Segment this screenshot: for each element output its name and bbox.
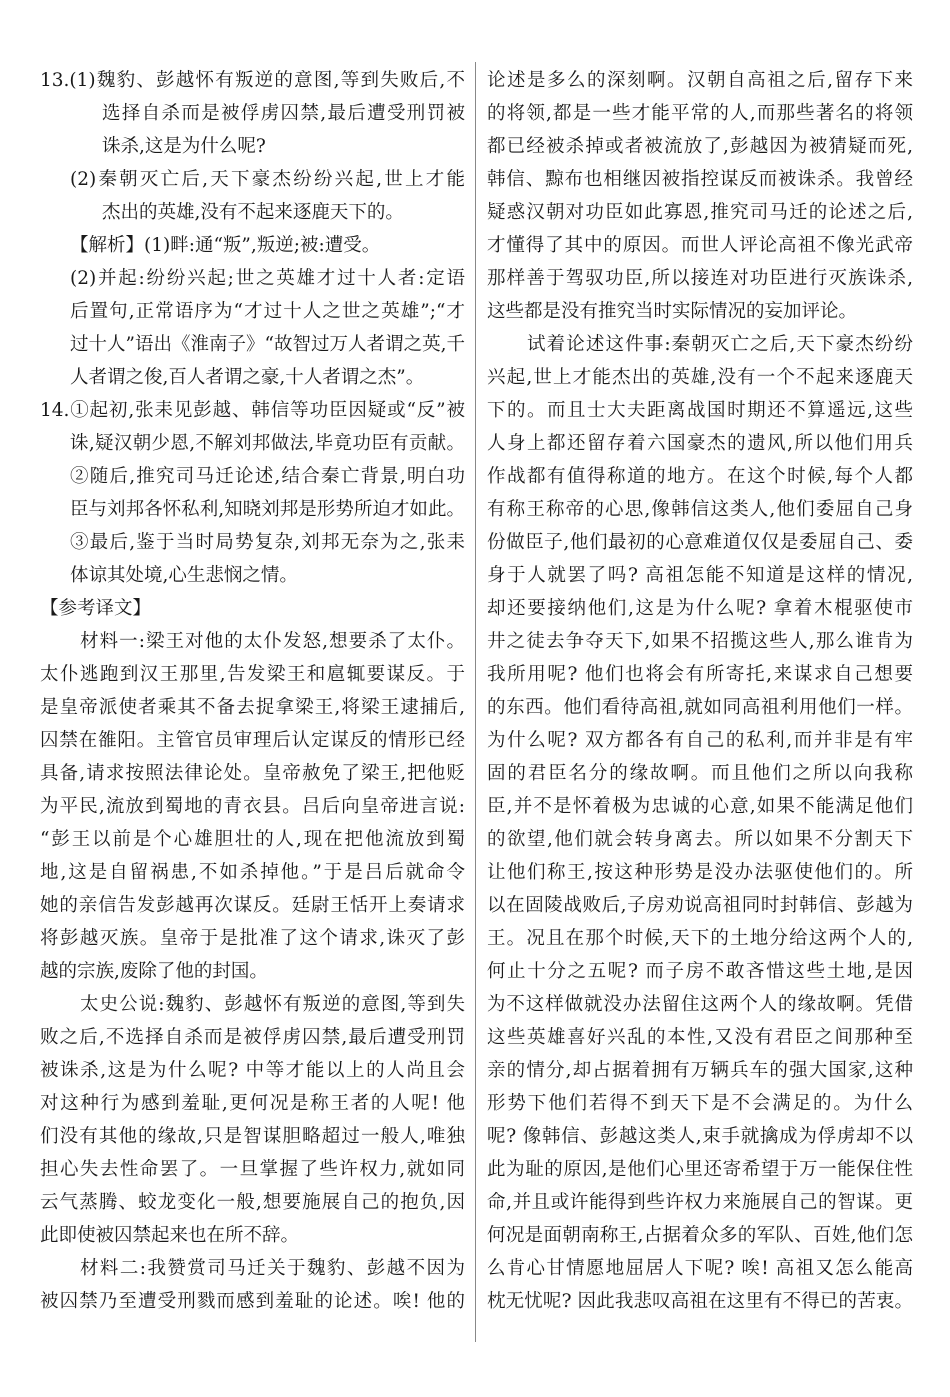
left-text-line: 对这种行为感到羞耻,更何况是称王者的人呢! 他 <box>40 1093 465 1114</box>
right-text-line: 人身上都还留存着六国豪杰的遗风,所以他们用兵 <box>487 433 913 454</box>
right-text-line: 的欲望,他们就会转身离去。所以如果不分割天下 <box>487 829 913 850</box>
right-text-line: 那样善于驾驭功臣,所以接连对功臣进行灭族诛杀, <box>487 268 913 289</box>
left-text-line: 人者谓之俊,百人者谓之豪,十人者谓之杰”。 <box>70 367 425 388</box>
left-text-line: 是皇帝派使者乘其不备去捉拿梁王,将梁王逮捕后, <box>40 697 465 718</box>
left-text-line: 担心失去性命罢了。一旦掌握了些许权力,就如同 <box>40 1159 465 1180</box>
left-text-line: (2)秦朝灭亡后,天下豪杰纷纷兴起,世上才能 <box>70 169 465 190</box>
right-text-line: 试着论述这件事:秦朝灭亡之后,天下豪杰纷纷 <box>527 334 913 355</box>
left-text-line: 囚禁在雒阳。主管官员审理后认定谋反的情形已经 <box>40 730 465 751</box>
left-text-line: 具备,请求按照法律论处。皇帝赦免了梁王,把他贬 <box>40 763 465 784</box>
left-text-line: 14.①起初,张耒见彭越、韩信等功臣因疑或“反”被 <box>40 400 465 421</box>
left-text-line: 材料一:梁王对他的太仆发怒,想要杀了太仆。 <box>80 631 465 652</box>
right-text-line: 作战都有值得称道的地方。在这个时候,每个人都 <box>487 466 913 487</box>
right-text-line: 却还要接纳他们,这是为什么呢? 拿着木棍驱使市 <box>487 598 913 619</box>
right-text-line: 为不这样做就没办法留住这两个人的缘故啊。凭借 <box>487 994 913 1015</box>
left-text-line: 【参考译文】 <box>40 598 152 619</box>
left-text-line: 后置句,正常语序为“才过十人之世之英雄”;“才 <box>70 301 465 322</box>
left-text-line: 们没有其他的缘故,只是智谋胆略超过一般人,唯独 <box>40 1126 465 1147</box>
right-text-line: 此为耻的原因,是他们心里还寄希望于万一能保住性 <box>487 1159 913 1180</box>
right-text-line: 都已经被杀掉或者被流放了,彭越因为被猜疑而死, <box>487 136 913 157</box>
right-text-line: 有称王称帝的心思,像韩信这类人,他们委屈自己身 <box>487 499 913 520</box>
right-text-line: 何止十分之五呢? 而子房不敢吝惜这些土地,是因 <box>487 961 913 982</box>
right-text-line: 王。况且在那个时候,天下的土地分给这两个人的, <box>487 928 913 949</box>
right-text-line: 下的。而且士大夫距离战国时期还不算遥远,这些 <box>487 400 913 421</box>
left-column <box>40 64 465 1318</box>
right-text-line: 以在固陵战败后,子房劝说高祖同时封韩信、彭越为 <box>487 895 913 916</box>
right-text-line: 论述是多么的深刻啊。汉朝自高祖之后,留存下来 <box>487 70 913 91</box>
right-column <box>487 64 913 1318</box>
left-text-line: 为平民,流放到蜀地的青衣县。吕后向皇帝进言说: <box>40 796 465 817</box>
right-text-line: 才懂得了其中的原因。而世人评论高祖不像光武帝 <box>487 235 913 256</box>
left-text-line: (2)并起:纷纷兴起;世之英雄才过十人者:定语 <box>70 268 465 289</box>
left-text-line: 越的宗族,废除了他的封国。 <box>40 961 268 982</box>
right-text-line: 韩信、黥布也相继因被指控谋反而被诛杀。我曾经 <box>487 169 913 190</box>
left-text-line: 体谅其处境,心生悲悯之情。 <box>70 565 298 586</box>
left-text-line: “彭王以前是个心雄胆壮的人,现在把他流放到蜀 <box>40 829 465 850</box>
right-text-line: 何况是面朝南称王,占据着众多的军队、百姓,他们怎 <box>487 1225 913 1246</box>
right-text-line: 我所用呢? 他们也将会有所寄托,来谋求自己想要 <box>487 664 913 685</box>
left-text-line: ②随后,推究司马迁论述,结合秦亡背景,明白功 <box>70 466 465 487</box>
right-text-line: 疑惑汉朝对功臣如此寡恩,推究司马迁的论述之后, <box>487 202 913 223</box>
right-text-line: 臣,并不是怀着极为忠诚的心意,如果不能满足他们 <box>487 796 913 817</box>
right-text-line: 枕无忧呢? 因此我悲叹高祖在这里有不得已的苦衷。 <box>487 1291 913 1312</box>
right-text-line: 的将领,都是一些才能平常的人,而那些著名的将领 <box>487 103 913 124</box>
left-text-line: 诛,疑汉朝少恩,不解刘邦做法,毕竟功臣有贡献。 <box>70 433 465 454</box>
right-text-line: 份做臣子,他们最初的心意难道仅仅是委屈自己、委 <box>487 532 913 553</box>
right-text-line: 形势下他们若得不到天下是不会满足的。为什么 <box>487 1093 913 1114</box>
right-text-line: 呢? 像韩信、彭越这类人,束手就擒成为俘虏却不以 <box>487 1126 913 1147</box>
right-text-line: 兴起,世上才能杰出的英雄,没有一个不起来逐鹿天 <box>487 367 913 388</box>
left-text-line: 诛杀,这是为什么呢? <box>102 136 266 157</box>
left-text-line: 13.(1)魏豹、彭越怀有叛逆的意图,等到失败后,不 <box>40 70 465 91</box>
left-text-line: 云气蒸腾、蛟龙变化一般,想要施展自己的抱负,因 <box>40 1192 465 1213</box>
left-text-line: 将彭越灭族。皇帝于是批准了这个请求,诛灭了彭 <box>40 928 465 949</box>
right-text-line: 命,并且或许能得到些许权力来施展自己的智谋。更 <box>487 1192 913 1213</box>
left-text-line: 杰出的英雄,没有不起来逐鹿天下的。 <box>102 202 404 223</box>
left-text-line: 被诛杀,这是为什么呢? 中等才能以上的人尚且会 <box>40 1060 465 1081</box>
right-text-line: 这些都是没有推究当时实际情况的妄加评论。 <box>487 301 858 322</box>
right-text-line: 么肯心甘情愿地屈居人下呢? 唉! 高祖又怎么能高 <box>487 1258 913 1279</box>
left-text-line: ③最后,鉴于当时局势复杂,刘邦无奈为之,张耒 <box>70 532 465 553</box>
left-text-line: 她的亲信告发彭越再次谋反。廷尉王恬开上奏请求 <box>40 895 465 916</box>
left-text-line: 选择自杀而是被俘虏囚禁,最后遭受刑罚被 <box>102 103 465 124</box>
right-text-line: 为什么呢? 双方都各有自己的私利,而并非是有牢 <box>487 730 913 751</box>
left-text-line: 太史公说:魏豹、彭越怀有叛逆的意图,等到失 <box>80 994 465 1015</box>
left-text-line: 过十人”语出《淮南子》“故智过万人者谓之英,千 <box>70 334 465 355</box>
right-text-line: 固的君臣名分的缘故啊。而且他们之所以向我称 <box>487 763 913 784</box>
right-text-line: 的东西。他们看待高祖,就如同高祖利用他们一样。 <box>487 697 913 718</box>
right-text-line: 井之徒去争夺天下,如果不招揽这些人,那么谁肯为 <box>487 631 913 652</box>
left-text-line: 材料二:我赞赏司马迁关于魏豹、彭越不因为 <box>80 1258 465 1279</box>
left-text-line: 【解析】(1)畔:通“叛”,叛逆;被:遭受。 <box>70 235 381 256</box>
right-text-line: 这些英雄喜好兴乱的本性,又没有君臣之间那种至 <box>487 1027 913 1048</box>
column-divider <box>475 62 476 1342</box>
left-text-line: 此即使被囚禁起来也在所不辞。 <box>40 1225 300 1246</box>
left-text-line: 败之后,不选择自杀而是被俘虏囚禁,最后遭受刑罚 <box>40 1027 465 1048</box>
left-text-line: 被囚禁乃至遭受刑戮而感到羞耻的论述。唉! 他的 <box>40 1291 465 1312</box>
left-text-line: 太仆逃跑到汉王那里,告发梁王和扈辄要谋反。于 <box>40 664 465 685</box>
left-text-line: 臣与刘邦各怀私利,知晓刘邦是形势所迫才如此。 <box>70 499 465 520</box>
right-text-line: 亲的情分,却占据着拥有万辆兵车的强大国家,这种 <box>487 1060 913 1081</box>
right-text-line: 让他们称王,按这种形势是没办法驱使他们的。所 <box>487 862 913 883</box>
left-text-line: 地,这是自留祸患,不如杀掉他。”于是吕后就命令 <box>40 862 465 883</box>
right-text-line: 身于人就罢了吗? 高祖怎能不知道是这样的情况, <box>487 565 913 586</box>
